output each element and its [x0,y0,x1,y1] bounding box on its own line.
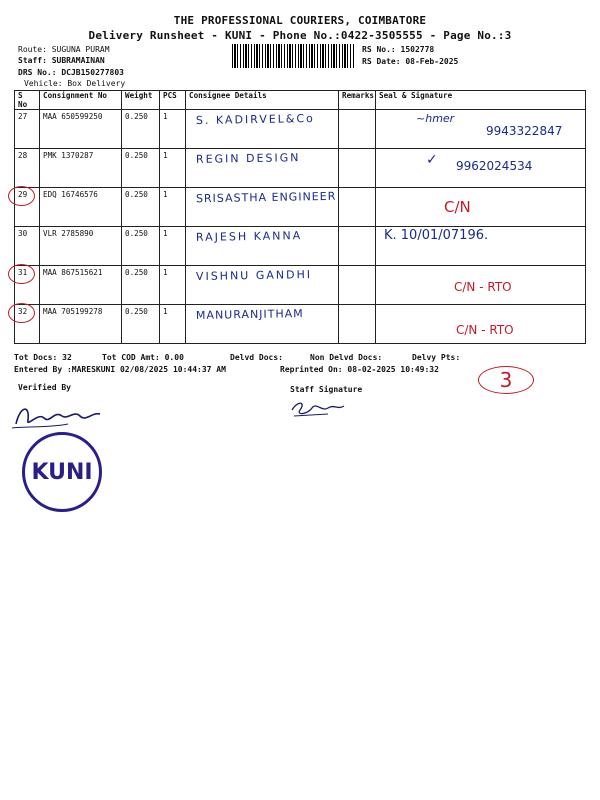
table-row [15,149,586,188]
col-consignment: Consignment No [40,91,122,110]
row-consignee-cell [186,110,339,149]
signature-scribble: ✓ [426,152,438,168]
staff-signature [288,396,348,420]
table-header-row [15,91,586,110]
col-remarks: Remarks [339,91,376,110]
runsheet-table [14,90,586,344]
consignee-handwriting: REGIN DESIGN [195,151,301,166]
row-remarks [339,110,376,149]
seal-signature: K. 10/01/07196. [384,228,489,243]
row-weight: 0.250 [122,110,160,149]
row-consignment: MAA 705199278 [40,305,122,344]
consignee-handwriting: S. KADIRVEL&Co [195,111,315,128]
entered-by: Entered By :MARESKUNI 02/08/2025 10:44:37 AM [14,365,226,374]
col-consignee: Consignee Details [186,91,339,110]
row-seal-cell [376,149,586,188]
row-seal-cell [376,227,586,266]
row-pcs: 1 [160,110,186,149]
row-consignee-cell [186,149,339,188]
rs-date: RS Date: 08-Feb-2025 [362,57,459,66]
company-name: THE PROFESSIONAL COURIERS, COIMBATORE [173,14,427,27]
verified-by-label: Verified By [18,383,71,392]
row-sno: 31 [18,268,28,277]
verifier-signature [8,398,108,434]
seal-remark: C/N - RTO [456,323,514,337]
reprinted-on: Reprinted On: 08-02-2025 10:49:32 [280,365,439,374]
delivery-points: Delvy Pts: [412,353,461,362]
row-weight: 0.250 [122,305,160,344]
row-consignment: EDQ 16746576 [40,188,122,227]
row-seal-cell [376,188,586,227]
col-sno: S No [15,91,40,110]
col-pcs: PCS [160,91,186,110]
page-number-mark [478,366,534,394]
stamp-text: KUNI [31,459,93,485]
consignee-handwriting: MANURANJITHAM [195,307,304,322]
delivered-docs: Delvd Docs: [230,353,283,362]
red-circle-mark [8,264,35,284]
non-delivered-docs: Non Delvd Docs: [310,353,383,362]
row-sno: 28 [15,149,40,188]
row-remarks [339,188,376,227]
staff-signature-label: Staff Signature [290,385,363,394]
total-cod: Tot COD Amt: 0.00 [102,353,184,362]
total-docs: Tot Docs: 32 [14,353,72,362]
seal-phone: 9943322847 [486,124,563,138]
row-sno: 30 [15,227,40,266]
staff-label: Staff: SUBRAMAINAN [18,56,105,65]
vehicle-label: Vehicle: Box Delivery [24,79,126,88]
row-weight: 0.250 [122,227,160,266]
table-row [15,305,586,344]
row-remarks [339,305,376,344]
row-sno: 27 [15,110,40,149]
row-consignment: MAA 867515621 [40,266,122,305]
rs-number: RS No.: 1502778 [362,45,435,54]
row-consignee-cell [186,305,339,344]
consignee-handwriting: VISHNU GANDHI [195,267,313,284]
route-label: Route: SUGUNA PURAM [18,45,110,54]
row-pcs: 1 [160,266,186,305]
col-weight: Weight [122,91,160,110]
seal-remark: C/N - RTO [454,280,512,294]
row-weight: 0.250 [122,149,160,188]
row-consignment: PMK 1370287 [40,149,122,188]
row-pcs: 1 [160,227,186,266]
row-pcs: 1 [160,305,186,344]
row-sno: 32 [18,307,28,316]
table-row [15,188,586,227]
consignee-handwriting: RAJESH KANNA [195,229,303,244]
red-circle-mark [8,186,35,206]
row-sno: 29 [18,190,28,199]
row-weight: 0.250 [122,188,160,227]
row-weight: 0.250 [122,266,160,305]
row-sno-cell [15,188,40,227]
table-row [15,266,586,305]
row-consignment: VLR 2785890 [40,227,122,266]
row-consignment: MAA 650599250 [40,110,122,149]
page-number-handwriting: 3 [499,368,513,392]
row-sno-cell [15,305,40,344]
red-circle-mark [8,303,35,323]
row-seal-cell [376,110,586,149]
runsheet-title: Delivery Runsheet - KUNI - Phone No.:0422-3505555 - Page No.:3 [88,29,512,42]
table-row [15,110,586,149]
consignee-handwriting: SRISASTHA ENGINEER [195,189,337,206]
drs-label: DRS No.: DCJB150277803 [18,68,124,77]
row-consignee-cell [186,227,339,266]
kuni-stamp [22,432,102,512]
row-seal-cell [376,266,586,305]
row-remarks [339,266,376,305]
row-pcs: 1 [160,149,186,188]
row-remarks [339,149,376,188]
table-row [15,227,586,266]
barcode [232,44,354,68]
signature-scribble: ~hmer [416,112,455,125]
seal-remark: C/N [444,198,471,216]
row-pcs: 1 [160,188,186,227]
row-remarks [339,227,376,266]
row-sno-cell [15,266,40,305]
row-consignee-cell [186,266,339,305]
row-consignee-cell [186,188,339,227]
row-seal-cell [376,305,586,344]
seal-phone: 9962024534 [456,159,533,173]
col-seal: Seal & Signature [376,91,586,110]
